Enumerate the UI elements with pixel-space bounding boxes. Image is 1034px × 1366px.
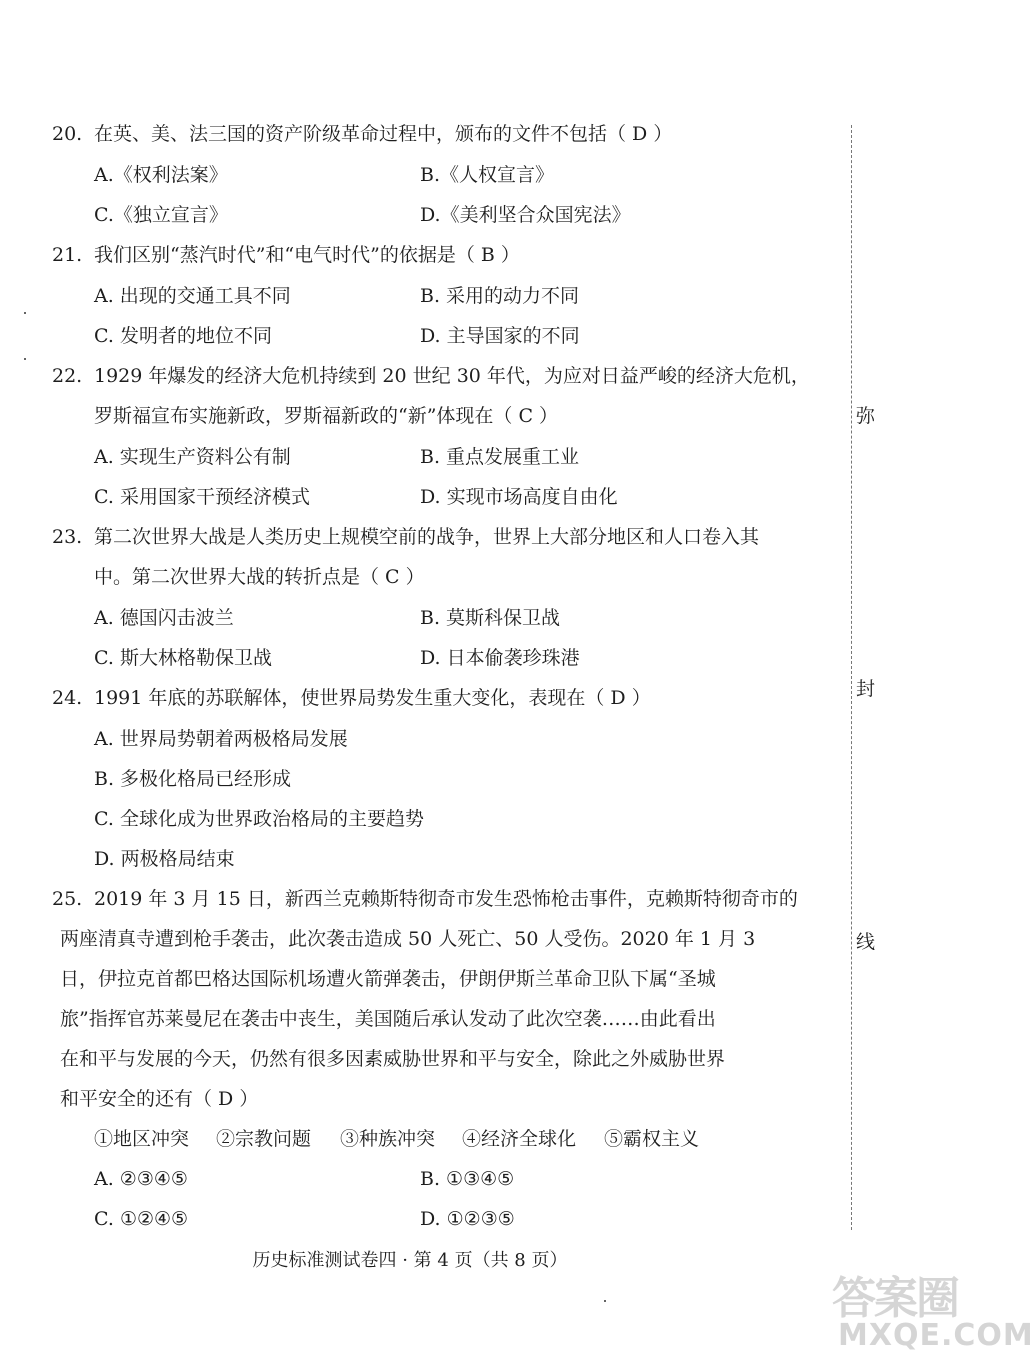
- question-stem: 1991 年底的苏联解体，使世界局势发生重大变化，表现在（ D ）: [94, 687, 651, 709]
- watermark-url: MXQE.COM: [838, 1318, 1034, 1353]
- watermark-text: 答案圈: [832, 1273, 958, 1324]
- question-number: 24.: [52, 687, 83, 709]
- question-stem: 在和平与发展的今天，仍然有很多因素威胁世界和平与安全，除此之外威胁世界: [60, 1048, 726, 1070]
- print-speck: [24, 312, 26, 314]
- option: C.《独立宣言》: [94, 204, 228, 226]
- option: B. ①③④⑤: [420, 1168, 515, 1190]
- question-stem: 两座清真寺遭到枪手袭击，此次袭击造成 50 人死亡、50 人受伤。2020 年 1 月 3: [60, 928, 756, 950]
- option: A. 出现的交通工具不同: [94, 285, 291, 307]
- choice-item: ②宗教问题: [216, 1128, 312, 1150]
- option: D. 日本偷袭珍珠港: [420, 647, 580, 669]
- option: A. ②③④⑤: [94, 1168, 188, 1190]
- binding-dashed-line: [851, 125, 852, 1230]
- question-number: 23.: [52, 526, 83, 548]
- option: B. 采用的动力不同: [420, 285, 580, 307]
- option: B.《人权宣言》: [420, 164, 555, 186]
- question-stem: 日，伊拉克首都巴格达国际机场遭火箭弹袭击，伊朗伊斯兰革命卫队下属“圣城: [60, 968, 716, 990]
- choice-item: ⑤霸权主义: [604, 1128, 700, 1150]
- option: C. 斯大林格勒保卫战: [94, 647, 272, 669]
- question-stem: 2019 年 3 月 15 日，新西兰克赖斯特彻奇市发生恐怖枪击事件，克赖斯特彻奇市的: [94, 888, 798, 910]
- option: A. 世界局势朝着两极格局发展: [94, 728, 348, 750]
- question-stem: 和平安全的还有（ D ）: [60, 1088, 259, 1110]
- option: A.《权利法案》: [94, 164, 228, 186]
- watermark-logo: [832, 1262, 1034, 1358]
- question-stem: 我们区别“蒸汽时代”和“电气时代”的依据是（ B ）: [94, 244, 520, 266]
- seal-char-mi: 弥: [856, 405, 876, 427]
- question-stem: 在英、美、法三国的资产阶级革命过程中，颁布的文件不包括（ D ）: [94, 123, 673, 145]
- option: C. 全球化成为世界政治格局的主要趋势: [94, 808, 424, 830]
- print-speck: [604, 1300, 606, 1302]
- option: D. 主导国家的不同: [420, 325, 580, 347]
- option: D. ①②③⑤: [420, 1208, 515, 1230]
- seal-char-xian: 线: [856, 931, 876, 953]
- choice-item: ①地区冲突: [94, 1128, 190, 1150]
- option: B. 重点发展重工业: [420, 446, 580, 468]
- print-speck: [24, 358, 26, 360]
- question-number: 22.: [52, 365, 83, 387]
- option: A. 德国闪击波兰: [94, 607, 234, 629]
- option: D. 两极格局结束: [94, 848, 235, 870]
- question-number: 20.: [52, 123, 83, 145]
- question-number: 25.: [52, 888, 83, 910]
- page-footer: 历史标准测试卷四 · 第 4 页（共 8 页）: [252, 1250, 568, 1271]
- question-stem: 罗斯福宣布实施新政，罗斯福新政的“新”体现在（ C ）: [94, 405, 559, 427]
- option: A. 实现生产资料公有制: [94, 446, 291, 468]
- seal-char-feng: 封: [856, 678, 876, 700]
- option: B. 多极化格局已经形成: [94, 768, 292, 790]
- question-stem: 旅”指挥官苏莱曼尼在袭击中丧生，美国随后承认发动了此次空袭……由此看出: [60, 1008, 716, 1030]
- option: D. 实现市场高度自由化: [420, 486, 618, 508]
- choice-item: ③种族冲突: [340, 1128, 436, 1150]
- option: C. ①②④⑤: [94, 1208, 189, 1230]
- option: B. 莫斯科保卫战: [420, 607, 561, 629]
- question-number: 21.: [52, 244, 83, 266]
- option: C. 发明者的地位不同: [94, 325, 272, 347]
- question-stem: 第二次世界大战是人类历史上规模空前的战争，世界上大部分地区和人口卷入其: [94, 526, 760, 548]
- question-stem: 1929 年爆发的经济大危机持续到 20 世纪 30 年代，为应对日益严峻的经济大危机，: [94, 365, 810, 387]
- option: D.《美利坚合众国宪法》: [420, 204, 631, 226]
- option: C. 采用国家干预经济模式: [94, 486, 310, 508]
- choice-item: ④经济全球化: [462, 1128, 577, 1150]
- question-stem: 中。第二次世界大战的转折点是（ C ）: [94, 566, 425, 588]
